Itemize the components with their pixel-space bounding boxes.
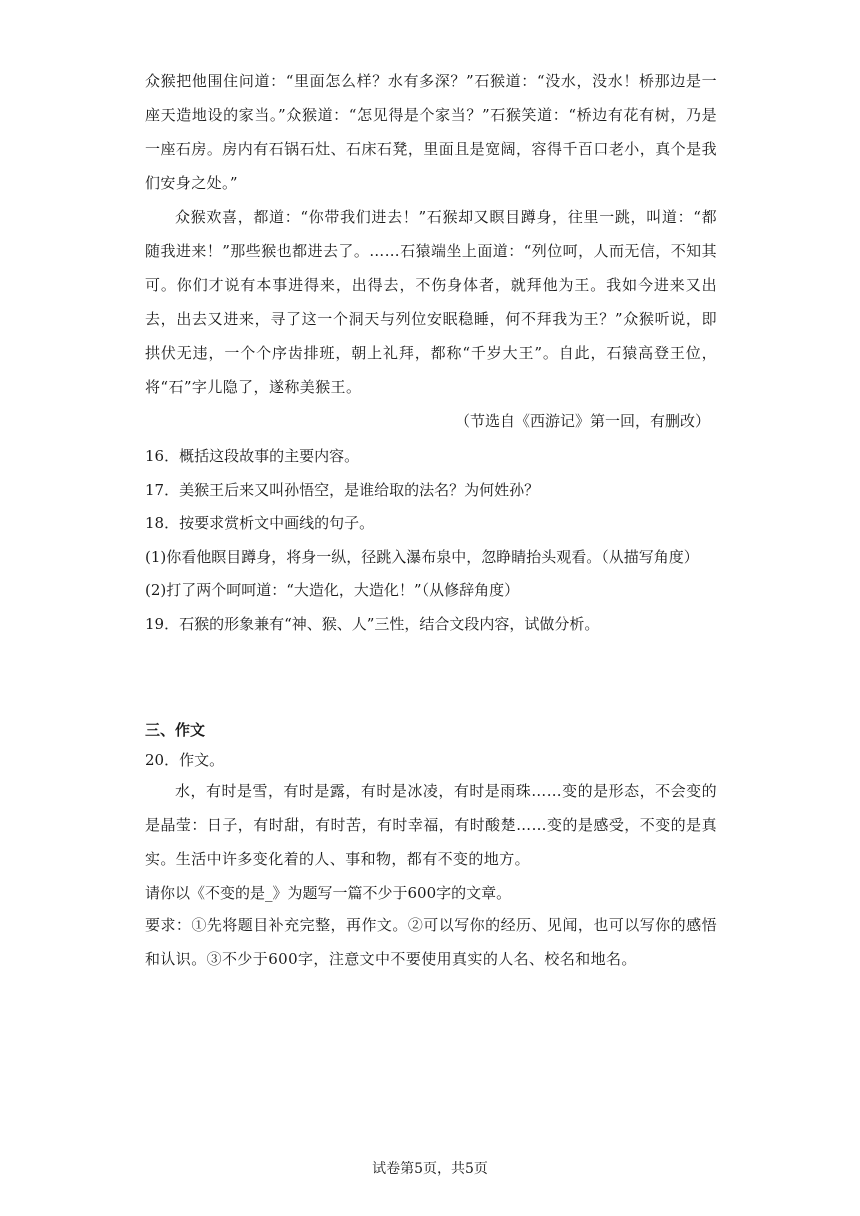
question-17: 17．美猴王后来又叫孙悟空，是谁给取的法名？为何姓孙？ — [145, 481, 540, 499]
page-footer: 试卷第5页，共5页 — [372, 1161, 488, 1177]
composition-prompt: 水，有时是雪，有时是露，有时是冰凌，有时是雨珠……变的是形态，不会变的是晶莹：日子，有时甜，有时苦，有时幸福，有时酸楚……变的是感受，不变的是真实。生活中许多变化着的人、事和物，都有不变的地方。 — [145, 782, 717, 868]
question-18-sub-1: (1)你看他瞑目蹲身，将身一纵，径跳入瀑布泉中，忽睁睛抬头观看。（从描写角度） — [145, 548, 699, 566]
section-title-composition: 三、作文 — [145, 721, 206, 739]
question-16: 16．概括这段故事的主要内容。 — [145, 447, 360, 465]
composition-instruction: 请你以《不变的是_》为题写一篇不少于600字的文章。 — [145, 884, 512, 902]
passage-source: （节选自《西游记》第一回，有删改） — [454, 412, 710, 430]
question-19: 19．石猴的形象兼有“神、猴、人”三性，结合文段内容，试做分析。 — [145, 615, 600, 633]
question-18-sub-2: (2)打了两个呵呵道：“大造化，大造化！”（从修辞角度） — [145, 581, 520, 599]
composition-requirements: 要求：①先将题目补充完整，再作文。②可以写你的经历、见闻，也可以写你的感悟和认识。③不少于600字，注意文中不要使用真实的人名、校名和地名。 — [145, 916, 717, 968]
passage-paragraph-2: 众猴欢喜，都道：“你带我们进去！”石猴却又瞑目蹲身，往里一跳，叫道：“都随我进来！”那些猴也都进去了。……石猿端坐上面道：“列位呵，人而无信，不知其可。你们才说有本事进得来，出得去，不伤身体者，就拜他为王。我如今进来又出去，出去又进来，寻了这一个洞天与列位安眠稳睡，何不拜我为王？”众猴听说，即拱伏无违，一个个序齿排班，朝上礼拜，都称“千岁大王”。自此，石猿高登王位，将“石”字儿隐了，遂称美猴王。 — [145, 208, 717, 396]
question-20: 20．作文。 — [145, 751, 225, 769]
question-18: 18．按要求赏析文中画线的句子。 — [145, 514, 375, 532]
passage-paragraph-1: 众猴把他围住问道：“里面怎么样？水有多深？”石猴道：“没水，没水！桥那边是一座天造地设的家当。”众猴道：“怎见得是个家当？”石猴笑道：“桥边有花有树，乃是一座石房。房内有石锅石灶、石床石凳，里面且是宽阔，容得千百口老小，真个是我们安身之处。” — [145, 72, 717, 192]
